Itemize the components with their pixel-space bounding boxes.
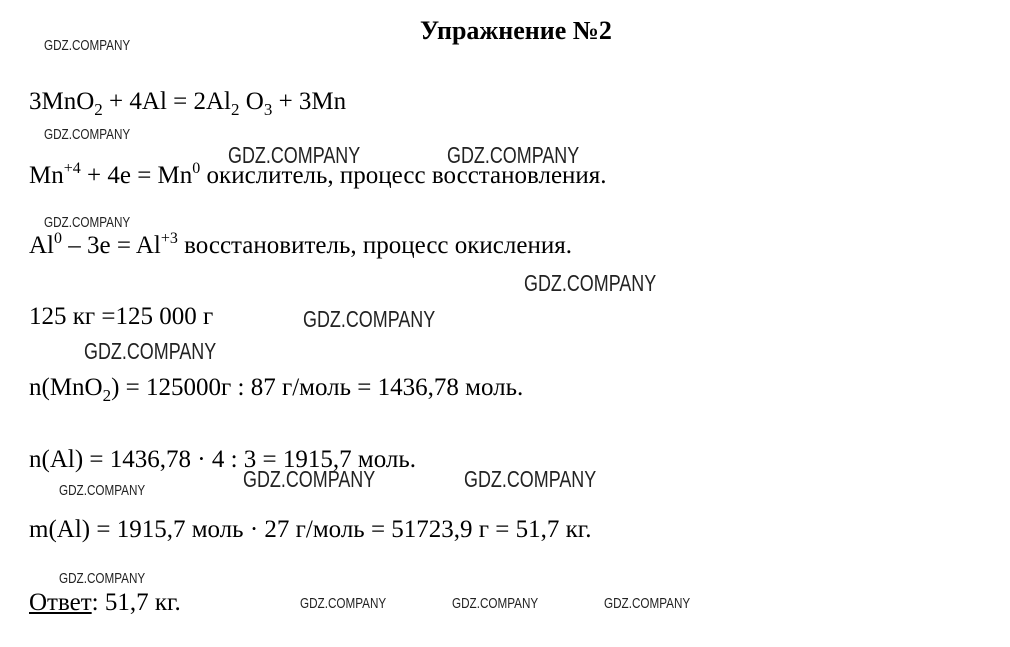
line5-part-a: n(MnO [29, 374, 103, 401]
eq1-part-a: 3MnO [29, 88, 95, 115]
watermark: GDZ.COMPANY [604, 595, 691, 612]
watermark: GDZ.COMPANY [44, 126, 131, 143]
eq3-part-b: – 3e = Al [62, 232, 161, 259]
watermark: GDZ.COMPANY [464, 466, 597, 492]
watermark: GDZ.COMPANY [524, 270, 657, 296]
eq1-part-d: + 3Mn [272, 88, 347, 115]
eq1-sub-a: 2 [94, 100, 103, 119]
eq3-sup-a: 0 [54, 230, 62, 247]
eq2-sup-b: 0 [192, 160, 201, 177]
watermark: GDZ.COMPANY [59, 482, 146, 499]
watermark: GDZ.COMPANY [84, 338, 217, 364]
line5-sub: 2 [102, 386, 112, 405]
watermark: GDZ.COMPANY [300, 595, 387, 612]
mass-conversion: 125 кг =125 000 г [29, 303, 214, 330]
mass-al: m(Al) = 1915,7 моль · 27 г/моль = 51723,9 г = 51,7 кг. [29, 516, 592, 543]
watermark: GDZ.COMPANY [452, 595, 539, 612]
watermark: GDZ.COMPANY [44, 214, 131, 231]
answer-label: Ответ [29, 589, 92, 616]
moles-mno2 [29, 374, 524, 405]
watermark: GDZ.COMPANY [44, 37, 131, 54]
eq2-part-a: Mn [29, 162, 64, 189]
eq3-part-c: восстановитель, процесс окисления. [177, 232, 572, 259]
eq2-part-b: + 4e = Mn [80, 162, 193, 189]
watermark: GDZ.COMPANY [243, 466, 376, 492]
moles-al: n(Al) = 1436,78 · 4 : 3 = 1915,7 моль. [29, 446, 416, 473]
watermark: GDZ.COMPANY [228, 142, 361, 168]
eq1-sub-b: 2 [231, 100, 240, 119]
eq3-part-a: Al [29, 232, 54, 259]
eq2-part-c: окислитель, процесс восстановления. [200, 162, 607, 189]
eq3-sup-b: +3 [160, 230, 178, 247]
answer-value: : 51,7 кг. [91, 589, 181, 616]
watermark: GDZ.COMPANY [303, 306, 436, 332]
watermark: GDZ.COMPANY [447, 142, 580, 168]
reducer-half-reaction [29, 232, 572, 260]
watermark: GDZ.COMPANY [59, 570, 146, 587]
exercise-title: Упражнение №2 [420, 16, 612, 45]
eq1-part-b: + 4Al = 2Al [102, 88, 231, 115]
line5-part-b: ) = 125000г : 87 г/моль = 1436,78 моль. [111, 374, 524, 401]
eq2-sup-a: +4 [63, 160, 81, 177]
eq1-part-c: O [239, 88, 264, 115]
eq1-sub-c: 3 [263, 100, 273, 119]
reaction-equation [29, 88, 347, 119]
answer-line [29, 589, 181, 617]
